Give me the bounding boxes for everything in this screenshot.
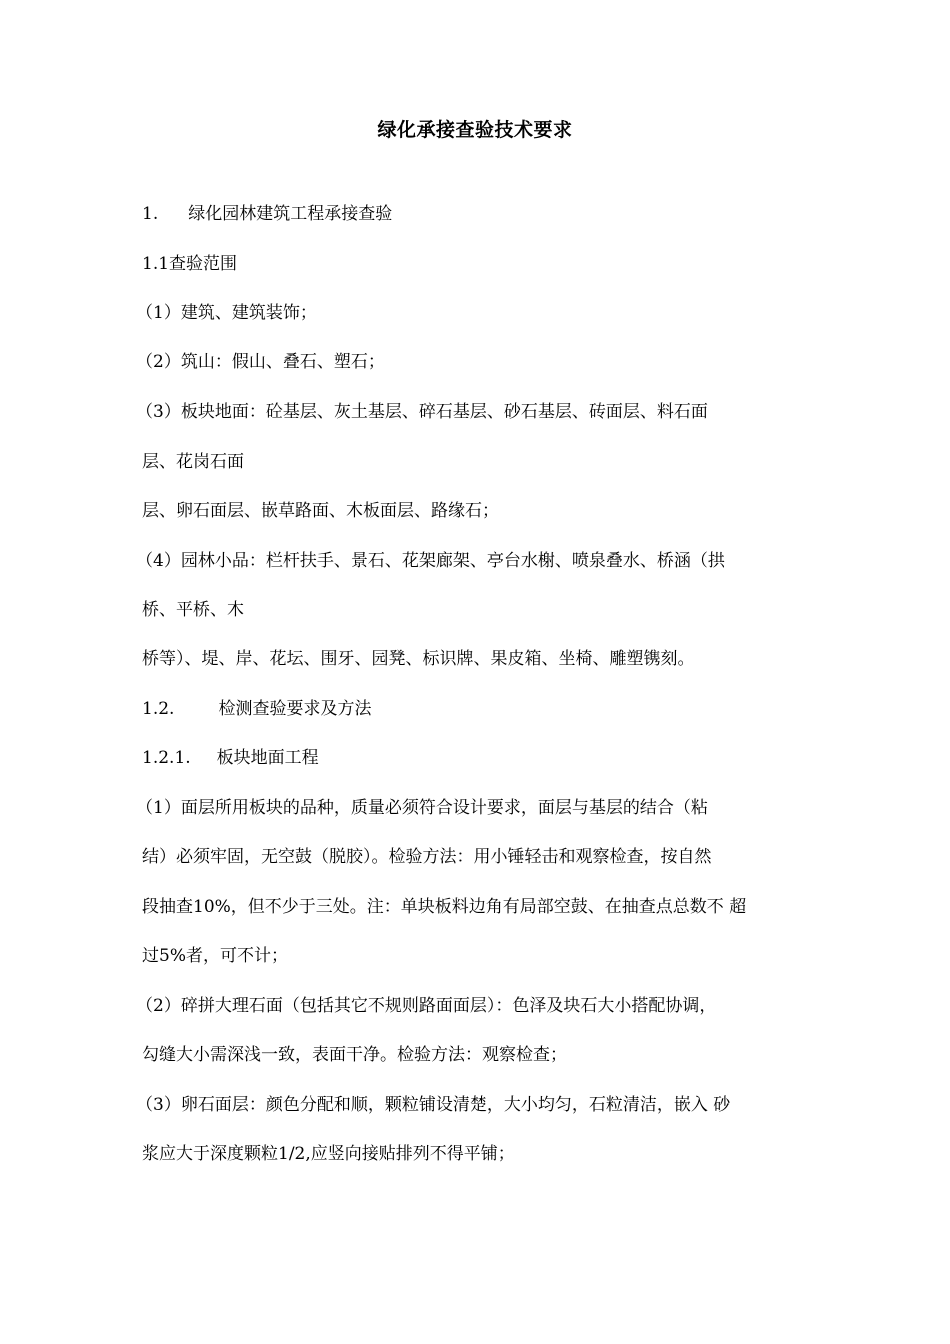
section-title: 检测查验要求及方法 bbox=[218, 699, 372, 719]
section-title: 绿化园林建筑工程承接查验 bbox=[188, 204, 393, 224]
paragraph-3-line-1: （3）卵石面层：颜色分配和顺，颗粒铺设清楚，大小均匀，石粒清洁，嵌入 砂 bbox=[136, 1095, 731, 1115]
list-item-3-line-2: 层、花岗石面 bbox=[142, 452, 244, 472]
list-item-2: （2）筑山：假山、叠石、塑石； bbox=[136, 352, 385, 372]
list-item-3-line-3: 层、卵石面层、嵌草路面、木板面层、路缘石； bbox=[142, 501, 499, 521]
subsection-heading-1-2-1 bbox=[142, 746, 822, 770]
list-item-4-line-3: 桥等）、堤、岸、花坛、围牙、园凳、标识牌、果皮箱、坐椅、雕塑镌刻。 bbox=[142, 649, 695, 669]
paragraph-1-line-1: （1）面层所用板块的品种，质量必须符合设计要求，面层与基层的结合（粘 bbox=[136, 798, 708, 818]
paragraph-1-line-4: 过5%者，可不计； bbox=[142, 946, 288, 966]
section-heading-1 bbox=[142, 202, 822, 226]
list-item-1: （1）建筑、建筑装饰； bbox=[136, 303, 317, 323]
paragraph-3-line-2: 浆应大于深度颗粒1/2,应竖向接贴排列不得平铺； bbox=[142, 1144, 515, 1164]
paragraph-1-line-2: 结）必须牢固，无空鼓（脱胶）。检验方法：用小锤轻击和观察检查，按自然 bbox=[142, 847, 712, 867]
subsection-heading-1-2 bbox=[142, 697, 822, 721]
paragraph-1-line-3: 段抽查10%，但不少于三处。注：单块板料边角有局部空鼓、在抽查点总数不 超 bbox=[142, 897, 747, 917]
list-item-3-line-1: （3）板块地面：砼基层、灰土基层、碎石基层、砂石基层、砖面层、料石面 bbox=[136, 402, 708, 422]
paragraph-2-line-1: （2）碎拼大理石面（包括其它不规则路面面层）：色泽及块石大小搭配协调， bbox=[136, 996, 717, 1016]
section-number: 1.2. bbox=[142, 699, 175, 719]
document-title: 绿化承接查验技术要求 bbox=[377, 119, 573, 141]
list-item-4-line-2: 桥、平桥、木 bbox=[142, 600, 244, 620]
paragraph-2-line-2: 勾缝大小需深浅一致，表面干净。检验方法：观察检查； bbox=[142, 1045, 567, 1065]
section-number: 1.2.1. bbox=[142, 748, 191, 768]
list-item-4-line-1: （4）园林小品：栏杆扶手、景石、花架廊架、亭台水榭、喷泉叠水、桥涵（拱 bbox=[136, 551, 725, 571]
subsection-heading-1-1: 1.1查验范围 bbox=[142, 254, 238, 274]
section-title: 板块地面工程 bbox=[216, 748, 319, 768]
section-number: 1. bbox=[142, 204, 159, 224]
